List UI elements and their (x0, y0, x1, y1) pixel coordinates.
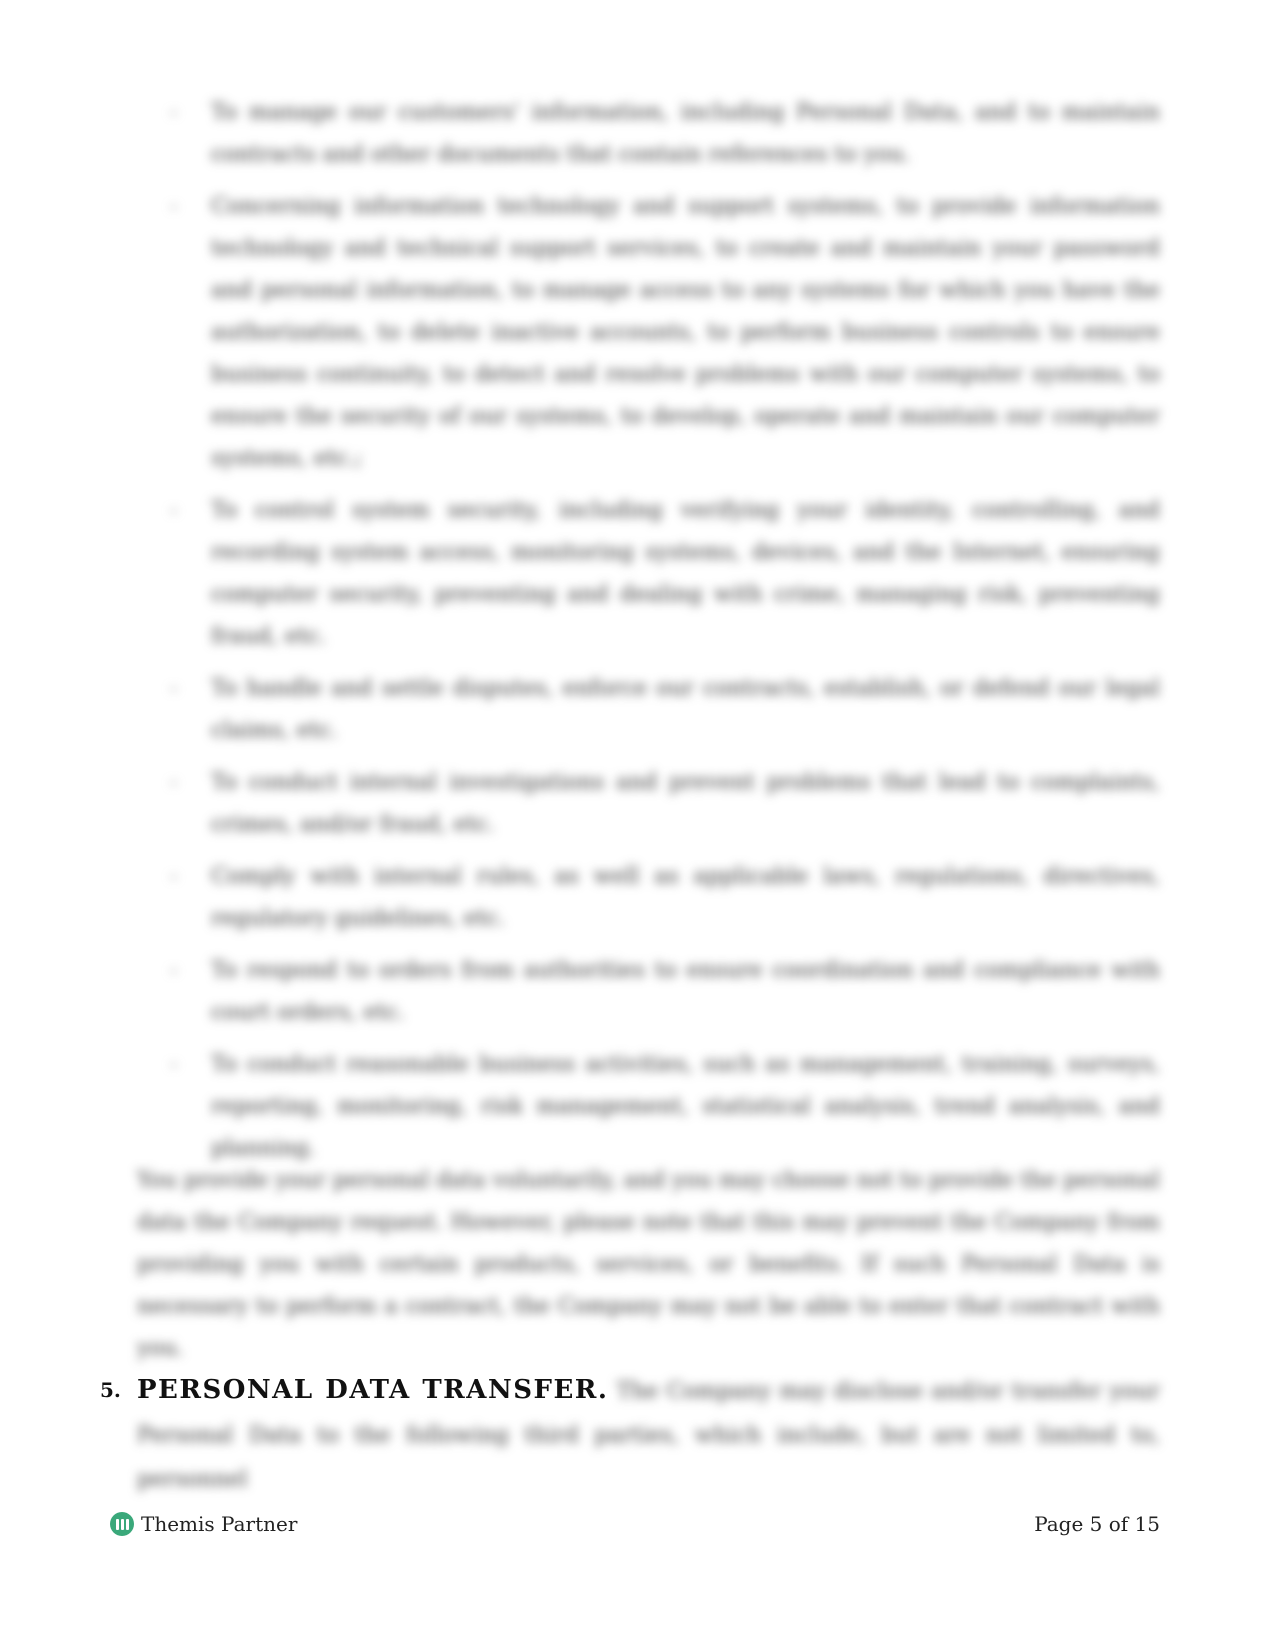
bullet-text: Concerning information technology and support systems, to provide information technology and technical support services, to create and maintain your password and personal information, to manage access to any systems for which you have the authorization, to delete inactive accounts, to perform business controls to ensure business continuity, to detect and resolve problems with our computer systems, to ensure the security of our systems, to develop, operate and maintain our computer systems, etc.; (211, 194, 1160, 471)
bullet-marker: - (170, 958, 178, 983)
page-number: Page 5 of 15 (1034, 1512, 1160, 1536)
list-item (170, 668, 1160, 752)
section-text: The Company may disclose and/or transfer your Personal Data to the following third parties, which include, but are not limited to, personnel (137, 1379, 1160, 1492)
bullet-marker: - (170, 864, 178, 889)
bullet-marker: - (170, 676, 178, 701)
purpose-bullet-list (170, 92, 1160, 1180)
footer-brand (110, 1512, 297, 1536)
bullet-marker: - (170, 194, 178, 219)
list-item (170, 950, 1160, 1034)
list-item (170, 1044, 1160, 1170)
list-item (170, 856, 1160, 940)
bullet-marker: - (170, 498, 178, 523)
themis-logo-icon (110, 1512, 134, 1536)
bullet-text: To conduct reasonable business activities, such as management, training, surveys, reporting, monitoring, risk management, statistical analysis, trend analysis, and planning. (211, 1052, 1160, 1161)
bullet-text: To control system security, including verifying your identity, controlling, and recording system access, monitoring systems, devices, and the Internet, ensuring computer security, preventing and dealing with crime, managing risk, preventing fraud, etc. (211, 498, 1160, 649)
bullet-marker: - (170, 1052, 178, 1077)
list-item (170, 762, 1160, 846)
bullet-marker: - (170, 770, 178, 795)
page-footer (110, 1512, 1160, 1542)
bullet-text: Comply with internal rules, as well as applicable laws, regulations, directives, regulatory guidelines, etc. (211, 864, 1160, 931)
section-number: 5. (100, 1378, 121, 1402)
list-item (170, 186, 1160, 480)
bullet-text: To conduct internal investigations and prevent problems that lead to complaints, crimes, and/or fraud, etc. (211, 770, 1160, 837)
bullet-text: To handle and settle disputes, enforce our contracts, establish, or defend our legal claims, etc. (211, 676, 1160, 743)
bullet-text: To respond to orders from authorities to ensure coordination and compliance with court orders, etc. (211, 958, 1160, 1025)
list-item (170, 92, 1160, 176)
brand-name: Themis Partner (141, 1512, 298, 1536)
list-item (170, 490, 1160, 658)
section-body (137, 1368, 1160, 1502)
voluntary-data-paragraph: You provide your personal data voluntarily, and you may choose not to provide the personal data the Company request. However, please note that this may prevent the Company from providing you with certain products, services, or benefits. If such Personal Data is necessary to perform a contract, the Company may not be able to enter that contract with you. (137, 1168, 1160, 1361)
section-personal-data-transfer (100, 1368, 1160, 1502)
section-title: PERSONAL DATA TRANSFER. (137, 1375, 609, 1405)
bullet-marker: - (170, 100, 178, 125)
bullet-text: To manage our customers' information, including Personal Data, and to maintain contracts and other documents that contain references to you. (211, 100, 1160, 167)
